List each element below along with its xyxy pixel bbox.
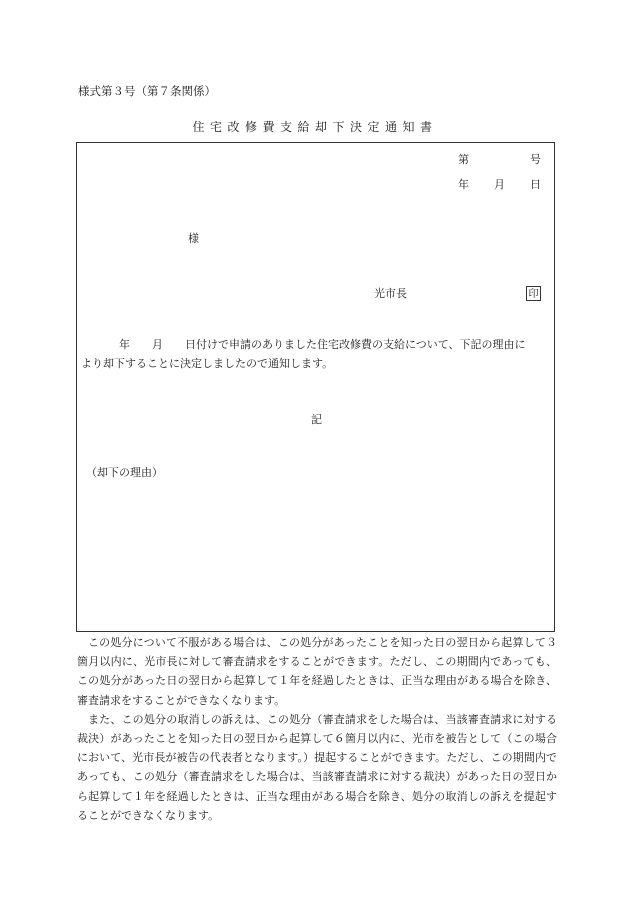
notice-frame [76,142,555,632]
date-month: 月 [494,178,505,191]
appeal-paragraph-2: また、この処分の取消しの訴えは、この処分（審査請求をした場合は、当該審査請求に対する裁決）があったことを知った日の翌日から起算して６箇月以内に、光市を被告として（この場合において、光市長が被告の代表者となります。）提起することができます。ただし、この期間内であっても、この処分（審査請求をした場合は、当該審査請求に対する裁決）があった日の翌日から起算して１年を経過したときは、正当な理由がある場合を除き、処分の取消しの訴えを提起することができなくなります。 [77,712,557,822]
number-suffix: 号 [530,153,541,166]
issuer-name: 光市長 [374,287,407,300]
body-text-line-1: 年 月 日付けで申請のありました住宅改修費の支給について、下記の理由に [119,338,526,351]
document-title: 住宅改修費支給却下決定通知書 [192,120,438,134]
date-day: 日 [530,178,541,191]
reason-label: （却下の理由） [86,466,163,479]
number-prefix: 第 [458,153,469,166]
appeal-paragraph-1: この処分について不服がある場合は、この処分があったことを知った日の翌日から起算して３箇月以内に、光市長に対して審査請求をすることができます。ただし、この期間内であっても、この処分があった日の翌日から起算して１年を経過したときは、正当な理由がある場合を除き、審査請求をすることができなくなります。 [77,636,557,707]
seal-mark: 印 [526,286,541,301]
ki-heading: 記 [311,413,322,426]
date-year: 年 [458,178,469,191]
form-number-label: 様式第３号（第７条関係） [78,84,216,98]
addressee-suffix: 様 [188,232,199,245]
appeal-notes [77,633,557,825]
body-text-line-2: より却下することに決定しましたので通知します。 [81,357,334,370]
